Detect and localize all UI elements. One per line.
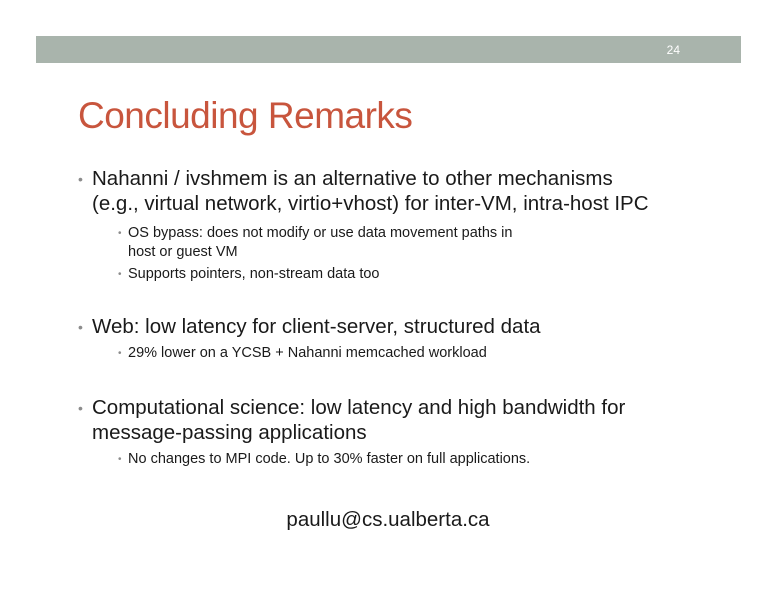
bullet-dot-icon: • (78, 171, 83, 187)
bullet-text: (e.g., virtual network, virtio+vhost) for inter-VM, intra-host IPC (92, 192, 649, 215)
header-bar (36, 36, 741, 63)
bullet-dot-icon: • (78, 400, 83, 416)
sub-bullet-item (118, 224, 512, 243)
slide-title: Concluding Remarks (78, 95, 413, 136)
sub-bullet-text: Supports pointers, non-stream data too (128, 266, 380, 282)
sub-bullet-text: No changes to MPI code. Up to 30% faster on full applications. (128, 451, 531, 467)
sub-bullet-item-continuation (118, 243, 238, 262)
bullet-text: Web: low latency for client-server, structured data (92, 315, 541, 338)
sub-bullet-text: host or guest VM (128, 244, 238, 260)
sub-bullet-text: OS bypass: does not modify or use data movement paths in (128, 225, 513, 241)
bullet-dot-icon: • (78, 319, 83, 335)
bullet-item (78, 166, 613, 191)
slide-number: 24 (666, 43, 680, 57)
bullet-text: message-passing applications (92, 421, 367, 444)
sub-bullet-item (118, 265, 379, 284)
sub-bullet-item (118, 450, 530, 469)
sub-bullet-dot-icon: • (118, 269, 122, 280)
sub-bullet-item (118, 344, 487, 363)
bullet-item-continuation (78, 420, 367, 445)
sub-bullet-dot-icon: • (118, 348, 122, 359)
contact-email: paullu@cs.ualberta.ca (286, 508, 490, 531)
bullet-text: Computational science: low latency and high bandwidth for (92, 396, 626, 419)
sub-bullet-dot-icon: • (118, 228, 122, 239)
sub-bullet-dot-icon: • (118, 454, 122, 465)
sub-bullet-text: 29% lower on a YCSB + Nahanni memcached workload (128, 345, 487, 361)
bullet-item (78, 395, 625, 420)
bullet-item-continuation (78, 191, 649, 216)
bullet-text: Nahanni / ivshmem is an alternative to other mechanisms (92, 167, 613, 190)
bullet-item (78, 314, 541, 339)
